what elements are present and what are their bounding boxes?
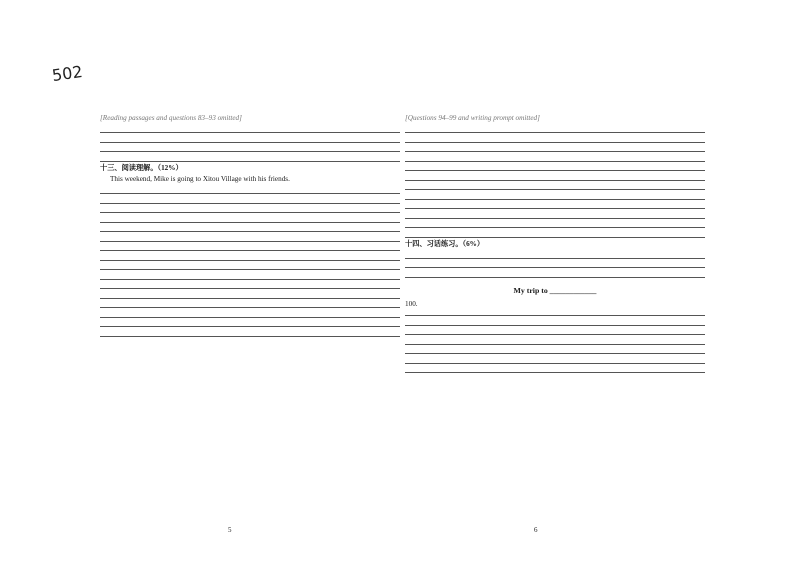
reading-section-title: 十三、阅读理解。（12%） [100,163,183,172]
essay-line[interactable] [405,344,705,345]
reading-intro: This weekend, Mike is going to Xitou Village with his friends. [110,175,290,183]
essay-line[interactable] [405,363,705,364]
right-page [405,112,705,520]
omitted-note-right: [Questions 94–99 and writing prompt omitted] [405,114,540,122]
essay-line[interactable] [405,315,705,316]
page-number-right: 6 [534,526,538,534]
writing-section-title: 十四、习话练习。（6%） [405,239,485,248]
page-number-left: 5 [228,526,232,534]
left-page [100,112,400,520]
essay-title: My trip to ____________ [513,285,597,295]
omitted-note-left: [Reading passages and questions 83–93 omitted] [100,114,242,122]
essay-line[interactable] [405,372,705,373]
essay-line[interactable] [405,334,705,335]
handwritten-mark: 502 [50,61,84,86]
essay-line[interactable] [405,325,705,326]
essay-line[interactable] [405,353,705,354]
essay-start: 100. [405,299,418,308]
